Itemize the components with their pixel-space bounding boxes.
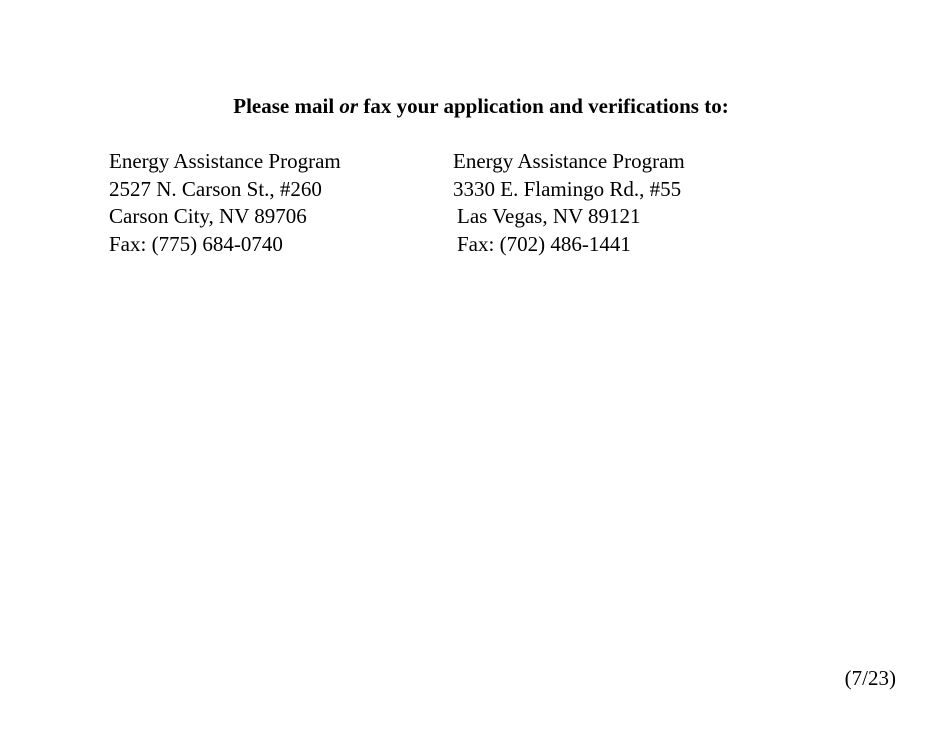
office-street: 2527 N. Carson St., #260	[109, 176, 322, 201]
office-street: 3330 E. Flamingo Rd., #55	[453, 176, 682, 201]
office-fax: Fax: (775) 684-0740	[109, 232, 283, 257]
office-name: Energy Assistance Program	[109, 149, 341, 173]
page-number: (7/23)	[844, 666, 896, 690]
office-city: Carson City, NV 89706	[109, 204, 307, 229]
office-fax: Fax: (702) 486-1441	[457, 232, 631, 257]
carson-city-office-address	[109, 148, 341, 259]
mail-instructions-heading	[0, 92, 950, 120]
las-vegas-office-address	[453, 148, 685, 259]
heading-emphasis: or	[339, 94, 359, 118]
heading-text-end: fax your application and verifications to:	[358, 94, 729, 118]
heading-text-start: Please mail	[233, 94, 340, 118]
office-city: Las Vegas, NV 89121	[457, 204, 641, 229]
office-name: Energy Assistance Program	[453, 149, 685, 173]
